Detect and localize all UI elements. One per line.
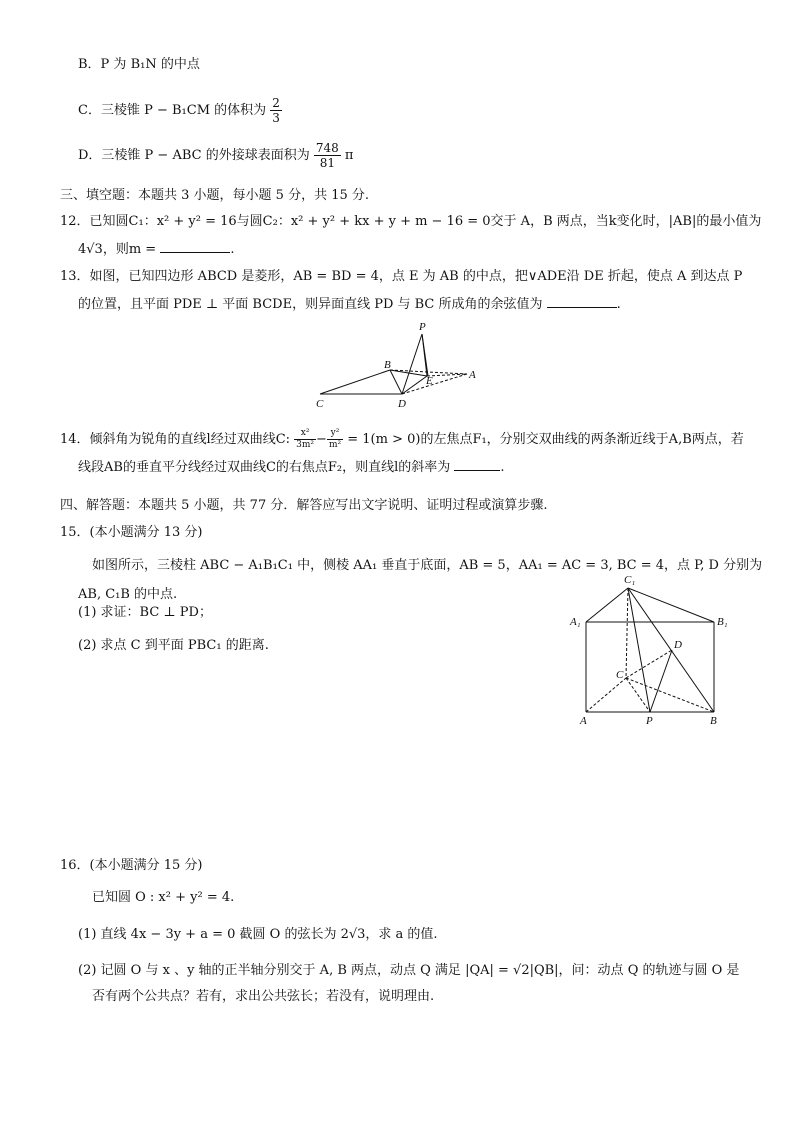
section-3-heading: 三、填空题：本题共 3 小题，每小题 5 分，共 15 分. [60,188,370,203]
fraction-numerator: 2 [272,96,280,110]
q11-option-c-fraction [270,96,282,125]
q16-part-1: (1) 直线 4x − 3y + a = 0 截圆 O 的弦长为 2√3，求 a 的值. [78,927,438,942]
q14-line-1 [60,428,744,451]
label-e: E [426,375,433,387]
label-c: C [316,398,324,410]
fraction-numerator: 748 [315,141,339,155]
q14-line-1-text-b: = 1(m > 0)的左焦点F₁，分别交双曲线的两条渐近线于A,B两点，若 [347,432,744,447]
q13-line-1: 13．如图，已知四边形 ABCD 是菱形，AB = BD = 4，点 E 为 AB 的中点，把∨ADE沿 DE 折起，使点 A 到达点 P [60,269,743,284]
q15-title: 15．(本小题满分 13 分) [60,525,203,540]
q11-option-d-text: D．三棱锥 P − ABC 的外接球表面积为 [78,148,310,163]
q12-answer-blank[interactable] [160,240,230,253]
q13-answer-blank[interactable] [547,295,617,308]
label-a: A [580,715,587,727]
hyperbola-x-term [294,428,316,451]
q11-option-d-fraction [314,141,341,170]
q16-part-2-line-2: 否有两个公共点？若有，求出公共弦长；若没有，说明理由. [92,989,435,1004]
fraction-denominator: 3 [272,111,280,125]
q15-line-2: AB, C₁B 的中点. [78,587,178,602]
period: . [230,242,235,257]
label-c1: C₁ [624,574,636,586]
label-b1: B₁ [717,616,728,628]
period: . [616,297,621,312]
minus-sign: − [316,432,327,447]
q15-part-2: (2) 求点 C 到平面 PBC₁ 的距离. [78,638,269,653]
q14-line-1-text-a: 14．倾斜角为锐角的直线l经过双曲线C: [60,432,291,447]
q14-answer-blank[interactable] [454,458,500,471]
label-p: P [646,715,653,727]
label-b: B [710,715,717,727]
q16-part-2-line-1: (2) 记圆 O 与 x 、y 轴的正半轴分别交于 A, B 两点，动点 Q 满足 |QA| = √2|QB|，问：动点 Q 的轨迹与圆 O 是 [78,963,740,978]
fraction-numerator: y² [327,428,343,440]
q15-part-1: (1) 求证：BC ⊥ PD； [78,605,212,620]
label-p: P [419,321,426,333]
q16-title: 16．(本小题满分 15 分) [60,858,203,873]
fraction-numerator: x² [294,428,316,440]
fraction-denominator: 81 [319,156,335,170]
section-4-heading: 四、解答题：本题共 5 小题，共 77 分．解答应写出文字说明、证明过程或演算步骤. [60,498,548,513]
hyperbola-y-term [327,428,343,451]
q12-line-1: 12．已知圆C₁：x² + y² = 16与圆C₂：x² + y² + kx + y + m − 16 = 0交于 A，B 两点，当k变化时，|AB|的最小值为 [60,214,762,229]
q16-intro: 已知圆 O : x² + y² = 4. [92,890,235,905]
q11-option-d [78,141,353,170]
q13-rhombus-figure [312,318,488,412]
q11-option-c-text: C．三棱锥 P − B₁CM 的体积为 [78,103,267,118]
fraction-denominator: m² [328,440,342,450]
label-a: A [469,369,476,381]
label-b: B [384,359,391,371]
q15-line-1: 如图所示，三棱柱 ABC − A₁B₁C₁ 中，侧棱 AA₁ 垂直于底面，AB = 5，AA₁ = AC = 3, BC = 4，点 P, D 分别为 [92,558,763,573]
label-d: D [674,639,682,651]
q14-line-2-text: 线段AB的垂直平分线经过双曲线C的右焦点F₂，则直线l的斜率为 [78,460,451,475]
q12-line-2-text: 4√3，则m = [78,242,157,257]
period: . [500,460,505,475]
q13-line-2 [78,295,621,314]
q14-line-2 [78,458,505,477]
label-d: D [398,398,406,410]
label-a1: A₁ [570,616,581,628]
q11-option-b: B．P 为 B₁N 的中点 [78,57,200,72]
q15-prism-figure [568,570,744,730]
q13-line-2-text: 的位置，且平面 PDE ⊥ 平面 BCDE，则异面直线 PD 与 BC 所成角的余弦值为 [78,297,543,312]
fraction-denominator: 3m² [296,440,315,450]
label-c: C [616,669,624,681]
pi-symbol: π [344,148,354,163]
q11-option-c [78,96,282,125]
q12-line-2 [78,240,234,259]
